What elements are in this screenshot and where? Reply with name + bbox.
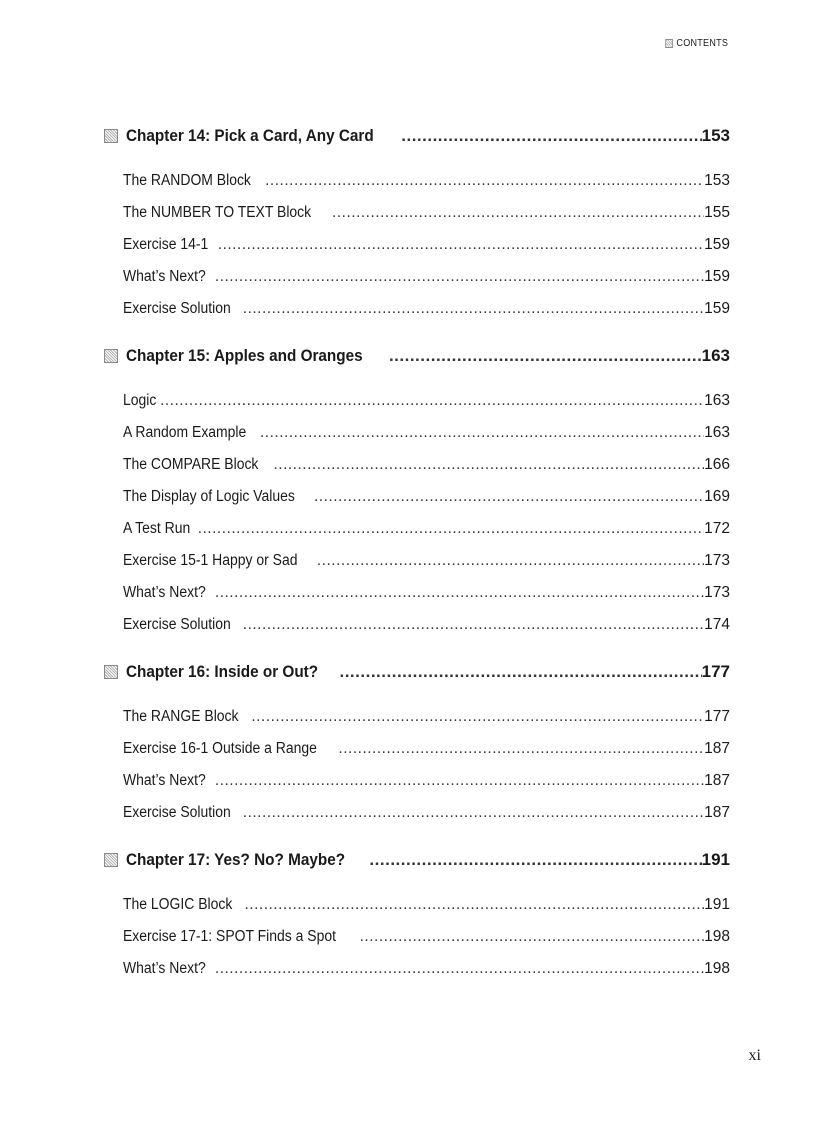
square-bullet-icon (104, 129, 118, 143)
entry-page: 173 (704, 552, 730, 569)
entry-label (123, 896, 244, 914)
dot-leader (265, 172, 704, 190)
entry-label (123, 392, 160, 410)
dot-leader (215, 584, 704, 602)
dot-leader (360, 928, 705, 946)
dot-leader (273, 456, 704, 474)
toc-entry[interactable] (123, 726, 730, 758)
running-header (665, 37, 728, 49)
chapter-section (104, 336, 730, 634)
toc-entry[interactable] (123, 442, 730, 474)
entry-page: 159 (704, 236, 730, 253)
chapter-title: Chapter 14: Pick a Card, Any Card (126, 126, 374, 145)
toc-entry[interactable] (123, 602, 730, 634)
chapter-title: Chapter 15: Apples and Oranges (126, 346, 363, 365)
entry-label (123, 236, 218, 254)
entry-title: Exercise 16-1 Outside a Range (123, 740, 317, 757)
entry-page: 187 (704, 740, 730, 757)
chapter-heading[interactable] (104, 116, 730, 146)
entry-page: 173 (704, 584, 730, 601)
entry-label (123, 172, 265, 190)
entry-label (123, 928, 360, 946)
entry-title: What’s Next? (123, 584, 206, 601)
dot-leader (243, 300, 704, 318)
entry-title: The LOGIC Block (123, 896, 233, 913)
entry-label (123, 424, 260, 442)
entry-title: What’s Next? (123, 960, 206, 977)
entry-title: Exercise 14-1 (123, 236, 209, 253)
entry-label (123, 456, 273, 474)
toc-entry[interactable] (123, 914, 730, 946)
entry-page: 198 (704, 960, 730, 977)
entry-page: 159 (704, 300, 730, 317)
toc-entry[interactable] (123, 190, 730, 222)
entry-page: 153 (704, 172, 730, 189)
toc-entry[interactable] (123, 758, 730, 790)
entry-title: What’s Next? (123, 268, 206, 285)
entry-title: The Display of Logic Values (123, 488, 295, 505)
dot-leader (218, 236, 704, 254)
square-bullet-icon (665, 39, 673, 48)
chapter-page: 163 (701, 346, 730, 365)
chapter-label (104, 126, 401, 146)
entry-label (123, 960, 215, 978)
entry-label (123, 772, 215, 790)
entry-title: What’s Next? (123, 772, 206, 789)
dot-leader (160, 392, 704, 410)
entry-page: 163 (704, 392, 730, 409)
chapter-heading[interactable] (104, 652, 730, 682)
toc-entry[interactable] (123, 286, 730, 318)
entry-page: 174 (704, 616, 730, 633)
entry-label (123, 552, 317, 570)
entry-list (104, 378, 730, 634)
toc-entry[interactable] (123, 790, 730, 822)
dot-leader (317, 552, 704, 570)
chapter-heading[interactable] (104, 336, 730, 366)
table-of-contents (104, 116, 730, 996)
dot-leader (244, 896, 704, 914)
entry-list (104, 694, 730, 822)
dot-leader (389, 346, 702, 366)
square-bullet-icon (104, 349, 118, 363)
chapter-page: 177 (701, 662, 730, 681)
dot-leader (339, 662, 701, 682)
toc-entry[interactable] (123, 694, 730, 726)
entry-label (123, 584, 215, 602)
entry-label (123, 488, 314, 506)
chapter-label (104, 346, 389, 366)
page-number: xi (748, 1047, 761, 1064)
dot-leader (338, 740, 704, 758)
entry-label (123, 740, 338, 758)
entry-title: The RANDOM Block (123, 172, 251, 189)
chapter-section (104, 116, 730, 318)
entry-page: 198 (704, 928, 730, 945)
dot-leader (243, 804, 704, 822)
entry-title: Exercise 17-1: SPOT Finds a Spot (123, 928, 336, 945)
entry-page: 155 (704, 204, 730, 221)
toc-entry[interactable] (123, 506, 730, 538)
entry-title: Exercise 15-1 Happy or Sad (123, 552, 298, 569)
chapter-page: 191 (701, 850, 730, 869)
dot-leader (369, 850, 701, 870)
dot-leader (332, 204, 704, 222)
square-bullet-icon (104, 665, 118, 679)
toc-entry[interactable] (123, 474, 730, 506)
entry-title: The RANGE Block (123, 708, 239, 725)
entry-page: 169 (704, 488, 730, 505)
entry-list (104, 882, 730, 978)
dot-leader (215, 268, 704, 286)
toc-entry[interactable] (123, 254, 730, 286)
entry-page: 187 (704, 772, 730, 789)
dot-leader (260, 424, 704, 442)
dot-leader (314, 488, 704, 506)
dot-leader (401, 126, 701, 146)
toc-entry[interactable] (123, 570, 730, 602)
entry-label (123, 616, 243, 634)
entry-title: The COMPARE Block (123, 456, 259, 473)
chapter-page: 153 (701, 126, 730, 145)
dot-leader (251, 708, 704, 726)
entry-page: 177 (704, 708, 730, 725)
chapter-title: Chapter 16: Inside or Out? (126, 662, 319, 681)
entry-title: Logic (123, 392, 157, 409)
entry-title: A Random Example (123, 424, 247, 441)
toc-entry[interactable] (123, 882, 730, 914)
chapter-section (104, 840, 730, 978)
entry-title: Exercise Solution (123, 616, 231, 633)
toc-entry[interactable] (123, 378, 730, 410)
entry-label (123, 300, 243, 318)
dot-leader (243, 616, 704, 634)
entry-page: 163 (704, 424, 730, 441)
entry-label (123, 708, 251, 726)
running-title: CONTENTS (676, 37, 728, 49)
dot-leader (215, 772, 704, 790)
square-bullet-icon (104, 853, 118, 867)
entry-title: Exercise Solution (123, 804, 231, 821)
dot-leader (215, 960, 704, 978)
entry-page: 166 (704, 456, 730, 473)
entry-page: 159 (704, 268, 730, 285)
toc-entry[interactable] (123, 538, 730, 570)
entry-page: 187 (704, 804, 730, 821)
toc-entry[interactable] (123, 158, 730, 190)
entry-list (104, 158, 730, 318)
entry-page: 191 (704, 896, 730, 913)
chapter-title: Chapter 17: Yes? No? Maybe? (126, 850, 346, 869)
entry-label (123, 520, 198, 538)
entry-page: 172 (704, 520, 730, 537)
toc-entry[interactable] (123, 222, 730, 254)
chapter-label (104, 662, 339, 682)
toc-entry[interactable] (123, 946, 730, 978)
entry-title: The NUMBER TO TEXT Block (123, 204, 312, 221)
chapter-heading[interactable] (104, 840, 730, 870)
dot-leader (198, 520, 704, 538)
entry-title: A Test Run (123, 520, 191, 537)
chapter-section (104, 652, 730, 822)
entry-label (123, 804, 243, 822)
entry-label (123, 268, 215, 286)
toc-entry[interactable] (123, 410, 730, 442)
entry-title: Exercise Solution (123, 300, 231, 317)
chapter-label (104, 850, 369, 870)
entry-label (123, 204, 332, 222)
